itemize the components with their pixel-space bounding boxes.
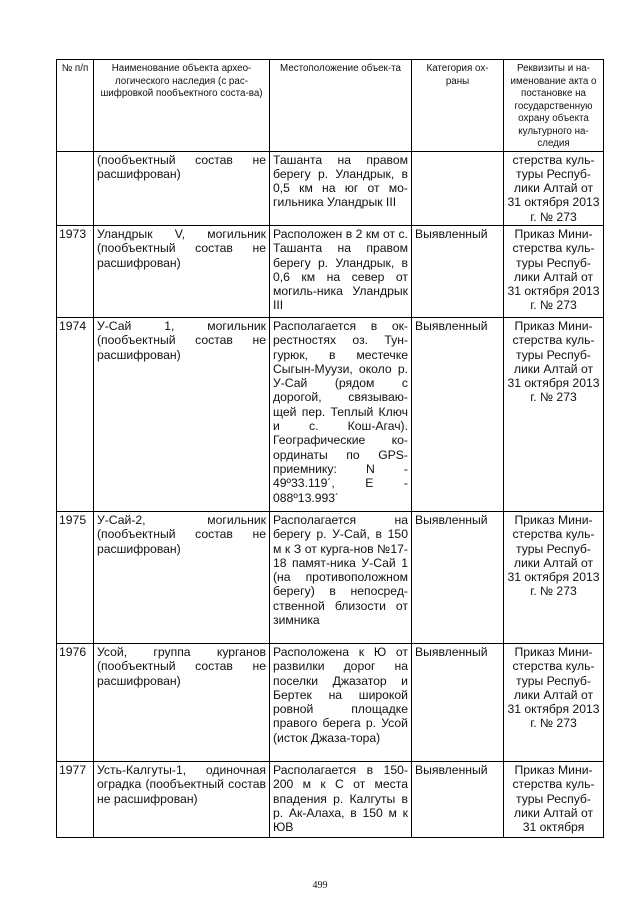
- row-location: Располагается в 150-200 м к С от места впадения р. Калгуты в р. Ак-Алаха, в 150 м к ЮВ: [270, 761, 412, 837]
- table-row: [57, 151, 604, 225]
- table-row: [57, 511, 604, 643]
- row-requisites: Приказ Мини-стерства куль-туры Респуб-лики Алтай от 31 октября 2013 г. № 273: [504, 511, 604, 643]
- row-location: Располагается на берегу р. У-Сай, в 150 м к З от курга-нов №17-18 памят-ника У-Сай 1 (на противоположном берегу) в непосред-ственной близости от зимника: [270, 511, 412, 643]
- row-object-name: Усть-Калгуты-1, одиночная оградка (пообъектный состав не расшифрован): [94, 761, 270, 837]
- row-object-name: Усой, группа курганов (пообъектный состав не расшифрован): [94, 643, 270, 761]
- table-row: [57, 761, 604, 837]
- row-number: 1977: [57, 761, 94, 837]
- header-object-name: Наименование объекта архео-логического наследия (с рас-шифровкой пообъектного соста-ва): [94, 60, 270, 152]
- row-number: 1974: [57, 317, 94, 511]
- row-number: 1973: [57, 225, 94, 317]
- row-number: 1976: [57, 643, 94, 761]
- row-location: Расположена к Ю от развилки дорог на поселки Джазатор и Бертек на широкой ровной площадке правого берега р. Усой (исток Джаза-тора): [270, 643, 412, 761]
- row-category: Выявленный: [412, 317, 504, 511]
- table-row: [57, 643, 604, 761]
- row-location: Ташанта на правом берегу р. Уландрык, в 0,5 км на юг от мо-гильника Уландрык III: [270, 151, 412, 225]
- row-requisites: стерства куль-туры Респуб-лики Алтай от 31 октября 2013 г. № 273: [504, 151, 604, 225]
- row-requisites: Приказ Мини-стерства куль-туры Респуб-лики Алтай от 31 октября 2013 г. № 273: [504, 225, 604, 317]
- row-category: Выявленный: [412, 761, 504, 837]
- table-row: [57, 317, 604, 511]
- row-location: Располагается в ок-рестностях оз. Тун-гурюк, в местечке Сыгын-Муузи, около р. У-Сай (рядом с дорогой, связываю-щей пер. Теплый Ключ и с. Кош-Агач). Географические ко-ординаты по GPS-приемнику: N - 49º33.119´, E - 088º13.993´: [270, 317, 412, 511]
- header-location: Местоположение объек-та: [270, 60, 412, 152]
- row-number: [57, 151, 94, 225]
- row-category: Выявленный: [412, 225, 504, 317]
- header-number: № п/п: [57, 60, 94, 152]
- header-protection-category: Категория ох-раны: [412, 60, 504, 152]
- row-location: Расположен в 2 км от с. Ташанта на правом берегу р. Уландрык, в 0,6 км на север от могиль-ника Уландрык III: [270, 225, 412, 317]
- row-category: [412, 151, 504, 225]
- row-category: Выявленный: [412, 511, 504, 643]
- table-header-row: [57, 60, 604, 152]
- page-number: 499: [312, 880, 328, 891]
- row-object-name: У-Сай-2, могильник (пообъектный состав не расшифрован): [94, 511, 270, 643]
- row-requisites: Приказ Мини-стерства куль-туры Респуб-лики Алтай от 31 октября 2013 г. № 273: [504, 643, 604, 761]
- row-number: 1975: [57, 511, 94, 643]
- heritage-register-table: [56, 59, 604, 838]
- row-object-name: У-Сай 1, могильник (пообъектный состав не расшифрован): [94, 317, 270, 511]
- row-object-name: (пообъектный состав не расшифрован): [94, 151, 270, 225]
- header-act-requisites: Реквизиты и на-именование акта о постановке на государственную охрану объекта культурного на-следия: [504, 60, 604, 152]
- row-category: Выявленный: [412, 643, 504, 761]
- row-object-name: Уландрык V, могильник (пообъектный состав не расшифрован): [94, 225, 270, 317]
- row-requisites: Приказ Мини-стерства куль-туры Респуб-лики Алтай от 31 октября 2013 г. № 273: [504, 317, 604, 511]
- table-row: [57, 225, 604, 317]
- row-requisites: Приказ Мини-стерства куль-туры Респуб-лики Алтай от 31 октября: [504, 761, 604, 837]
